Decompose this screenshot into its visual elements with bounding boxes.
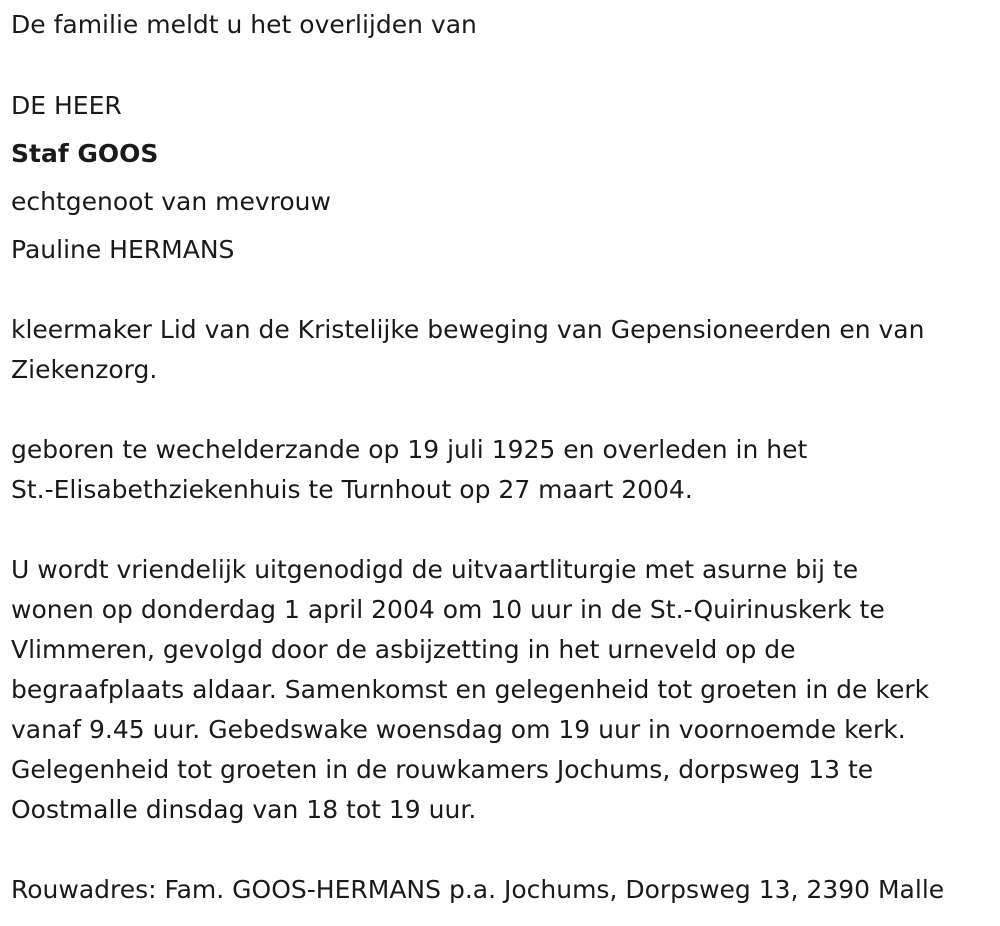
intro-text: De familie meldt u het overlijden van [11, 10, 477, 39]
mourning-address: Rouwadres: Fam. GOOS-HERMANS p.a. Jochums, Dorpsweg 13, 2390 Malle [11, 875, 945, 904]
deceased-name: Staf GOOS [11, 139, 159, 168]
birth-death-paragraph: geboren te wechelderzande op 19 juli 1925 en overleden in het St.-Elisabethziekenhuis te Turnhout op 27 maart 2004. [11, 435, 808, 504]
salutation: DE HEER [11, 91, 122, 120]
invitation-paragraph: U wordt vriendelijk uitgenodigd de uitvaartliturgie met asurne bij te wonen op donderdag 1 april 2004 om 10 uur in de St.-Quirinuskerk te Vlimmeren, gevolgd door de asbijzetting in het urneveld op de begraafplaats aldaar. Samenkomst en gelegenheid tot groeten in de kerk vanaf 9.45 uur. Gebedswake woensdag om 19 uur in voornoemde kerk. Gelegenheid tot groeten in de rouwkamers Jochums, dorpsweg 13 te Oostmalle dinsdag van 18 tot 19 uur. [11, 555, 930, 824]
spouse-name: Pauline HERMANS [11, 235, 235, 264]
spouse-label: echtgenoot van mevrouw [11, 187, 331, 216]
occupation-paragraph: kleermaker Lid van de Kristelijke beweging van Gepensioneerden en van Ziekenzorg. [11, 315, 925, 384]
